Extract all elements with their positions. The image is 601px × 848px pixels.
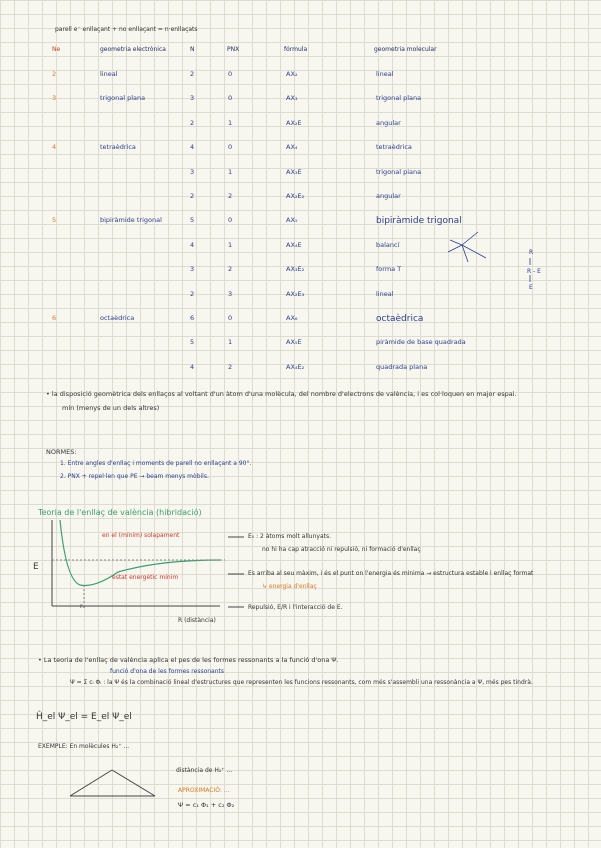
energy-chart xyxy=(52,520,244,607)
table-cell-geo-e: trigonal plana xyxy=(100,94,146,103)
table-cell-formula: AX₄E xyxy=(286,240,302,249)
table-cell-n: 2 xyxy=(190,118,195,127)
table-cell-formula: AX₃E₂ xyxy=(286,265,305,274)
normes-title: NORMES: xyxy=(46,448,77,456)
header-pnx: PNX xyxy=(227,46,240,53)
table-cell-geo-m: angular xyxy=(376,118,401,127)
table-cell-formula: AX₃ xyxy=(286,94,298,103)
table-cell-n: 4 xyxy=(190,362,195,371)
table-cell-n: 5 xyxy=(190,216,195,225)
annotation-repulsion: Repulsió, E/R i l'interacció de E. xyxy=(248,604,343,611)
table-cell-n: 3 xyxy=(190,265,195,274)
section-title: Teoria de l'enllaç de valència (hibridació) xyxy=(38,508,202,517)
table-cell-n: 3 xyxy=(190,167,195,176)
table-cell-formula: AX₅ xyxy=(286,216,298,225)
header-geometry-electronic: geometria electrònica xyxy=(100,46,166,53)
table-cell-pnx: 2 xyxy=(228,265,233,274)
table-cell-pnx: 1 xyxy=(228,240,233,249)
table-cell-geo-m: angular xyxy=(376,192,401,200)
table-cell-pnx: 0 xyxy=(228,216,233,225)
table-cell-n: 5 xyxy=(190,338,195,347)
table-cell-formula: AX₄E₂ xyxy=(286,362,305,371)
table-cell-formula: AX₂E xyxy=(286,118,302,127)
table-cell-geo-m: balancí xyxy=(376,240,400,249)
header-ne: Ne xyxy=(52,46,61,53)
table-cell-geo-m: forma T xyxy=(376,265,402,274)
table-cell-geo-m: lineal xyxy=(376,70,394,78)
table-cell-geo-e: lineal xyxy=(100,70,118,78)
header-n: N xyxy=(190,46,195,53)
table-cell-pnx: 0 xyxy=(228,94,233,103)
table-cell-ne: 4 xyxy=(52,143,57,152)
molecule-sketch xyxy=(448,232,486,262)
table-cell-ne: 5 xyxy=(52,216,57,225)
sketch-label-r1: R xyxy=(529,249,534,256)
table-cell-pnx: 0 xyxy=(228,314,233,322)
curve-note-minimum: en el (mínim) solapament xyxy=(102,532,180,539)
table-cell-geo-m: trigonal piana xyxy=(376,167,422,176)
table-cell-n: 4 xyxy=(190,143,195,152)
table-cell-n: 4 xyxy=(190,240,195,249)
table-cell-n: 2 xyxy=(190,289,195,298)
table-cell-n: 2 xyxy=(190,192,195,200)
table-cell-geo-m: trigonal plana xyxy=(376,94,422,103)
normes-line-2: 2. PNX + repel·len que PE → beam menys mòbils. xyxy=(60,473,209,480)
table-cell-geo-m: tetraèdrica xyxy=(376,143,412,152)
table-cell-formula: AX₂E₃ xyxy=(286,289,305,298)
header-formula: fórmula xyxy=(284,46,308,53)
triangle-sketch xyxy=(70,770,155,796)
normes-line-1: 1. Entre angles d'enllaç i moments de parell no enllaçant a 90°. xyxy=(60,460,252,467)
annotation-e0-sub: no hi ha cap atracció ni repulsió, ni formació d'enllaç xyxy=(262,546,421,553)
ev-paragraph-2: Ψ = Σ cᵢ Φᵢ : la Ψ és la combinació lineal d'estructures que representen les funcions ressonants, com més s'assembli una ressonància a Ψ, més pes tindrà. xyxy=(70,679,533,686)
bottom-equation: Ψ = c₁ Φ₁ + c₂ Φ₂ xyxy=(178,801,235,809)
note-disposition: • la disposició geomètrica dels enllaços al voltant d'un àtom d'una molècula, del nombre d'electrons de valència, i es col·loquen en major espai. xyxy=(46,390,517,398)
table-cell-geo-m: octaèdrica xyxy=(376,314,424,324)
table-cell-formula: AX₃E xyxy=(286,167,302,176)
table-cell-formula: AX₆ xyxy=(286,314,298,322)
triangle-note: distància de H₂⁺ ... xyxy=(176,767,233,774)
exemple-text: EXEMPLE: En molècules H₂⁺ ... xyxy=(38,743,130,750)
table-cell-geo-e: bipiràmide trigonal xyxy=(100,216,162,225)
sketch-label-r3: E xyxy=(529,284,533,291)
table-cell-geo-m: piràmide de base quadrada xyxy=(376,338,466,347)
table-cell-pnx: 2 xyxy=(228,192,233,200)
ev-paragraph-1-sub: funció d'ona de les formes ressonants xyxy=(110,668,224,675)
note-disposition-sub: mín (menys de un dels altres) xyxy=(62,404,160,412)
distance-axis-label: R (distància) xyxy=(178,617,216,624)
table-cell-ne: 2 xyxy=(52,70,57,78)
table-cell-formula: AX₂ xyxy=(286,70,298,78)
ev-paragraph-1: • La teoria de l'enllaç de valència aplica el pes de les formes ressonants a la funció d'ona Ψ. xyxy=(38,656,339,664)
annotation-minimum: Es arriba al seu màxim, i és el punt on l'energia és mínima → estructura estable i enllaç format xyxy=(248,570,534,577)
table-cell-ne: 6 xyxy=(52,314,57,322)
table-cell-formula: AX₅E xyxy=(286,338,302,347)
table-cell-formula: AX₄ xyxy=(286,143,298,152)
table-cell-pnx: 0 xyxy=(228,143,233,152)
table-cell-pnx: 0 xyxy=(228,70,233,78)
table-cell-geo-e: octaèdrica xyxy=(100,314,135,322)
header-geometry-molecular: geometria molecular xyxy=(374,46,437,53)
energy-axis-label: E xyxy=(33,562,39,572)
approximation-text: APROXIMACIÓ: ... xyxy=(178,787,230,794)
annotation-e0: E₀ : 2 àtoms molt allunyats. xyxy=(248,533,332,540)
table-cell-formula: AX₂E₂ xyxy=(286,192,305,200)
table-cell-pnx: 3 xyxy=(228,289,233,298)
table-cell-geo-e: tetraèdrica xyxy=(100,143,136,152)
schrodinger-equation: Ĥ_el Ψ_el = E_el Ψ_el xyxy=(36,712,132,722)
top-note: parell e⁻ enllaçant + no enllaçant = n·enllaçats xyxy=(55,26,198,33)
table-cell-pnx: 2 xyxy=(228,362,233,371)
annotation-bond-energy: ↳ energia d'enllaç xyxy=(262,583,317,590)
table-cell-pnx: 1 xyxy=(228,338,233,347)
table-cell-geo-m: lineal xyxy=(376,289,394,298)
r0-label: r₀ xyxy=(80,603,85,610)
table-cell-ne: 3 xyxy=(52,94,57,103)
table-cell-pnx: 1 xyxy=(228,118,233,127)
table-cell-n: 3 xyxy=(190,94,195,103)
curve-note-stable: estat energètic mínim xyxy=(112,574,179,581)
table-cell-pnx: 1 xyxy=(228,167,233,176)
table-cell-geo-m: quadrada plana xyxy=(376,362,428,371)
sketch-label-r2: R - E xyxy=(527,268,541,275)
table-cell-n: 2 xyxy=(190,70,195,78)
table-cell-geo-m: bipiràmide trigonal xyxy=(376,216,462,227)
table-cell-n: 6 xyxy=(190,314,195,322)
